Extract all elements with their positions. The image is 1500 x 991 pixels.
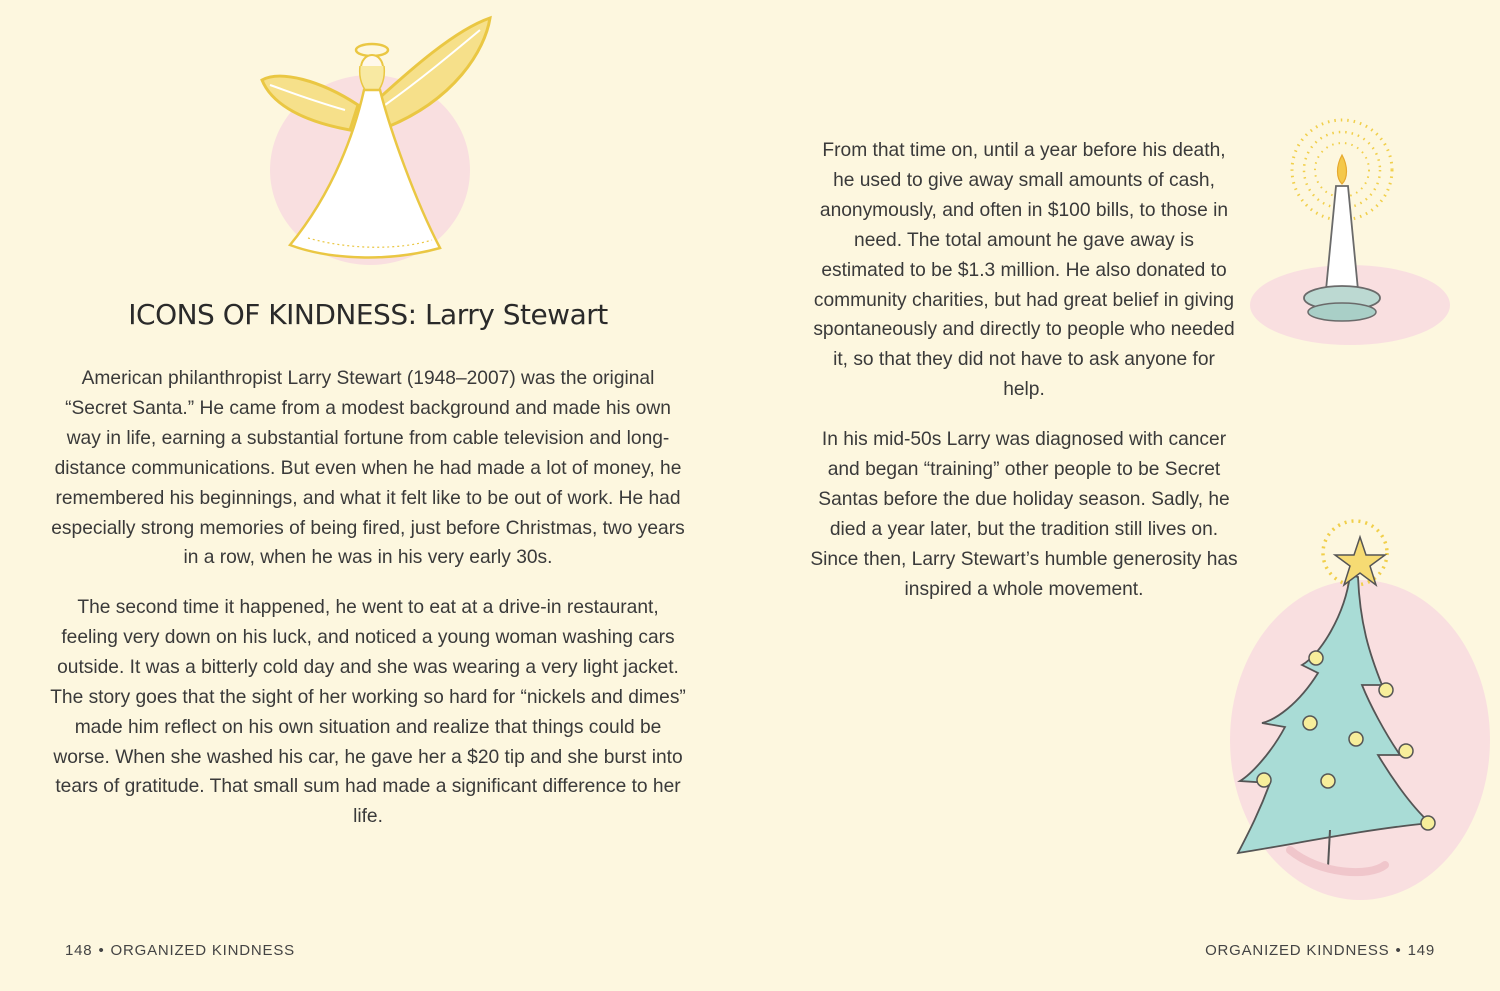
- section-name: ORGANIZED KINDNESS: [110, 942, 295, 959]
- heading-name: Larry Stewart: [424, 298, 608, 331]
- paragraph: In his mid-50s Larry was diagnosed with cancer and began “training” other people to be Secret Santas before the due holiday season. Sadly, he died a year later, but the tradition still lives on. Since then, Larry Stewart’s humble generosity has inspired a whole movement.: [810, 429, 1238, 600]
- section-name: ORGANIZED KINDNESS: [1205, 942, 1390, 959]
- folio-separator: •: [98, 942, 105, 959]
- right-page: [750, 0, 1500, 991]
- page-number: 148: [65, 942, 93, 959]
- paragraph: From that time on, until a year before his death, he used to give away small amounts of cash, anonymously, and often in $100 bills, to those in need. The total amount he gave away is estimated to be $1.3 million. He also donated to community charities, but had great belief in giving spontaneously and directly to people who needed it, so that they did not have to ask anyone for help.: [813, 140, 1235, 401]
- folio-left: [65, 942, 295, 959]
- paragraph: American philanthropist Larry Stewart (1948–2007) was the original “Secret Santa.” He came from a modest background and made his own way in life, earning a substantial fortune from cable television and long-distance communications. But even when he had made a lot of money, he remembered his beginnings, and what it felt like to be out of work. He had especially strong memories of being fired, just before Christmas, two years in a row, when he was in his very early 30s.: [51, 368, 685, 569]
- folio-right: [1205, 942, 1435, 959]
- folio-separator: •: [1395, 942, 1402, 959]
- heading-prefix: ICONS OF KINDNESS:: [128, 298, 417, 331]
- christmas-tree-illustration: [1210, 505, 1490, 905]
- page-heading: [60, 298, 676, 331]
- angel-illustration: [240, 10, 500, 280]
- paragraph: The second time it happened, he went to eat at a drive-in restaurant, feeling very down on his luck, and noticed a young woman washing cars outside. It was a bitterly cold day and she was wearing a very light jacket. The story goes that the sight of her working so hard for “nickels and dimes” made him reflect on his own situation and realize that things could be worse. When she washed his car, he gave her a $20 tip and she burst into tears of gratitude. That small sum had made a significant difference to her life.: [50, 597, 686, 828]
- page-number: 149: [1407, 942, 1435, 959]
- candle-illustration: [1250, 100, 1460, 360]
